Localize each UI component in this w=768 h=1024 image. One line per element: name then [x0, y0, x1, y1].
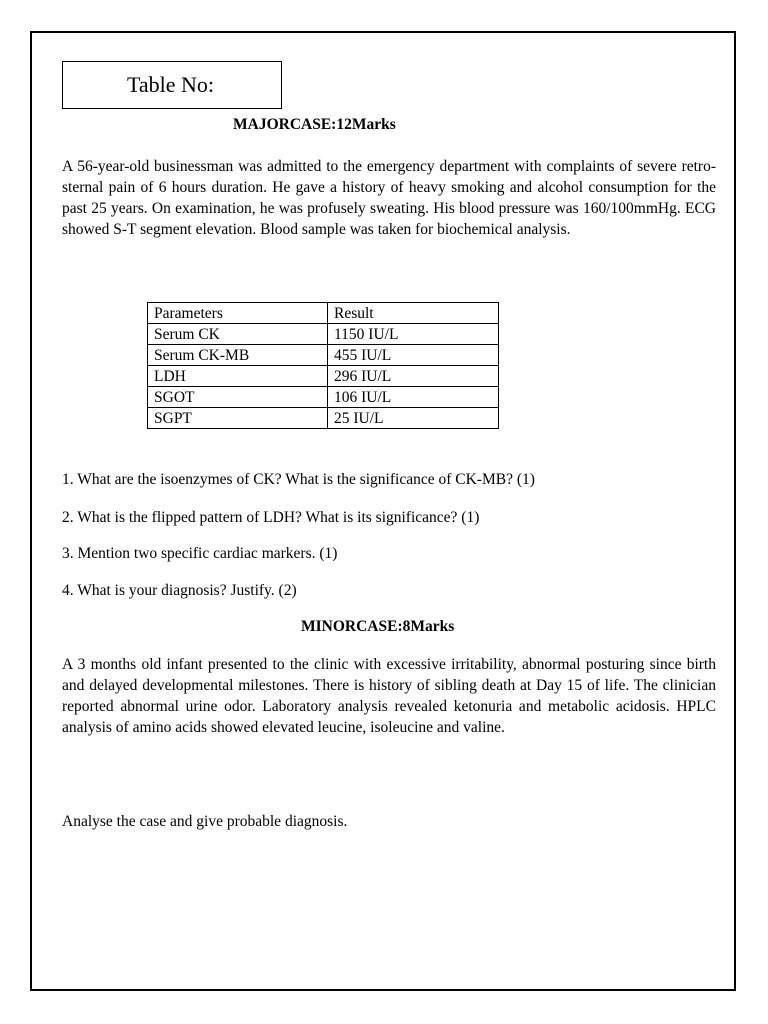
parameter-cell: LDH	[148, 366, 328, 387]
question-1: 1. What are the isoenzymes of CK? What is the significance of CK-MB? (1)	[62, 471, 535, 488]
table-header-row	[148, 303, 499, 324]
table-row	[148, 366, 499, 387]
result-cell: 455 IU/L	[328, 345, 499, 366]
minor-case-instruction: Analyse the case and give probable diagnosis.	[62, 813, 348, 830]
parameter-cell: SGPT	[148, 408, 328, 429]
column-header-result: Result	[328, 303, 499, 324]
minor-case-description: A 3 months old infant presented to the clinic with excessive irritability, abnormal posturing since birth and delayed developmental milestones. There is history of sibling death at Day 15 of life. The clinician reported abnormal urine odor. Laboratory analysis revealed ketonuria and metabolic acidosis. HPLC analysis of amino acids showed elevated leucine, isoleucine and valine.	[62, 656, 716, 736]
parameter-cell: Serum CK-MB	[148, 345, 328, 366]
question-4: 4. What is your diagnosis? Justify. (2)	[62, 582, 297, 599]
parameter-cell: Serum CK	[148, 324, 328, 345]
column-header-parameters: Parameters	[148, 303, 328, 324]
question-2: 2. What is the flipped pattern of LDH? What is its significance? (1)	[62, 509, 480, 526]
question-3: 3. Mention two specific cardiac markers. (1)	[62, 545, 338, 562]
result-cell: 1150 IU/L	[328, 324, 499, 345]
table-number-box	[62, 61, 282, 109]
result-cell: 106 IU/L	[328, 387, 499, 408]
lab-results-table	[147, 302, 499, 429]
table-row	[148, 345, 499, 366]
minor-case-title: MINORCASE:8Marks	[301, 618, 455, 635]
major-case-description: A 56-year-old businessman was admitted to the emergency department with complaints of severe retro-sternal pain of 6 hours duration. He gave a history of heavy smoking and alcohol consumption for the past 25 years. On examination, he was profusely sweating. His blood pressure was 160/100mmHg. ECG showed S-T segment elevation. Blood sample was taken for biochemical analysis.	[62, 158, 716, 238]
major-case-title: MAJORCASE:12Marks	[233, 116, 396, 133]
table-number-label: Table No:	[127, 72, 215, 97]
table-row	[148, 324, 499, 345]
result-cell: 25 IU/L	[328, 408, 499, 429]
result-cell: 296 IU/L	[328, 366, 499, 387]
table-row	[148, 408, 499, 429]
table-row	[148, 387, 499, 408]
parameter-cell: SGOT	[148, 387, 328, 408]
